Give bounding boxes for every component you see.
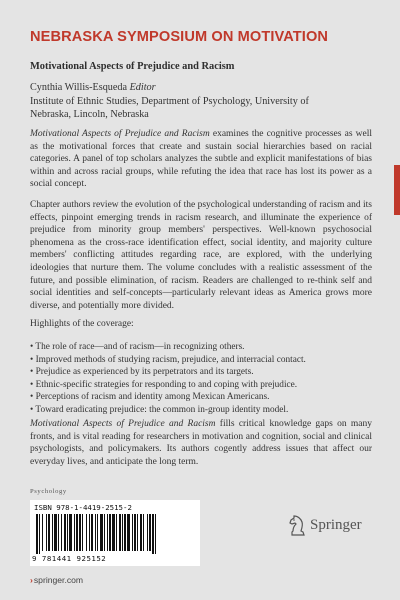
book-title-italic: Motivational Aspects of Prejudice and Racism: [30, 129, 210, 139]
description-paragraph-1: [30, 128, 372, 191]
editor-role: Editor: [129, 82, 156, 93]
description-paragraph-3: [30, 418, 372, 468]
editor-affiliation-line2: Nebraska, Lincoln, Nebraska: [30, 109, 149, 121]
series-title: NEBRASKA SYMPOSIUM ON MOTIVATION: [30, 29, 329, 45]
book-title: Motivational Aspects of Prejudice and Racism: [30, 61, 235, 72]
highlight-item: • Toward eradicating prejudice: the common in-group identity model.: [30, 404, 289, 415]
highlight-item: • The role of race—and of racism—in recognizing others.: [30, 342, 245, 352]
barcode-box: [30, 500, 200, 566]
barcode-icon: [34, 514, 194, 554]
highlights-list: [30, 341, 375, 417]
paragraph-1-text: examines the cognitive processes as well as the motivational forces that create and sustain social hierarchies based on racial categories. A panel of top scholars analyzes the subtle and explicit manifestations of bias within and across racial groups, while refuting the idea that race has lost its power as a social concept.: [30, 129, 372, 190]
publisher-url[interactable]: [30, 575, 83, 585]
chess-knight-icon: [288, 514, 308, 536]
book-title-italic: Motivational Aspects of Prejudice and Racism: [30, 419, 216, 429]
highlight-item: • Improved methods of studying racism, prejudice, and interracial contact.: [30, 354, 306, 365]
url-text: springer.com: [33, 575, 84, 585]
editor-affiliation-line1: Institute of Ethnic Studies, Department of Psychology, University of: [30, 95, 309, 107]
highlight-item: • Perceptions of racism and identity among Mexican Americans.: [30, 392, 270, 403]
highlights-label: Highlights of the coverage:: [30, 319, 134, 329]
highlight-item: • Ethnic-specific strategies for responding to and coping with prejudice.: [30, 379, 298, 390]
editor-name: Cynthia Willis-Esqueda: [30, 82, 128, 93]
publisher-logo: [286, 512, 376, 540]
description-paragraph-2: Chapter authors review the evolution of the psychological understanding of racism and its effects, pinpoint emerging trends in racism research, and illuminate the experience of prejudice from minority group members' perspectives. Well-known psychosocial phenomena as the cross-race identification effect, social identity, and majority culture members' conflicting attitudes regarding race, are explored, with the underlying ideologies that nurture them. The volume concludes with a realistic assessment of the future, and possible elimination, of racism. Readers are challenged to re-think self and social identities and self-concepts—particularly relevant ideas as America grows more diverse, and potentially more divided.: [30, 200, 372, 311]
accent-tab: [394, 165, 400, 215]
barcode-digits: 9 781441 925152: [32, 554, 107, 563]
chevron-right-icon: ›: [30, 575, 33, 585]
editor-name-line: [30, 81, 370, 95]
editor-block: [30, 81, 370, 122]
paragraph-3-text: fills critical knowledge gaps on many fronts, and is vital reading for researchers in motivation and cognition, social and clinical psychologists, and policymakers. Its authors cogently address issues that affect our everyday lives, and anticipate the long term.: [30, 419, 373, 467]
publisher-name: Springer: [310, 517, 362, 533]
highlight-item: • Prejudice as experienced by its perpetrators and its targets.: [30, 367, 254, 378]
isbn: ISBN 978-1-4419-2515-2: [34, 503, 132, 512]
category-label: Psychology: [30, 488, 67, 495]
